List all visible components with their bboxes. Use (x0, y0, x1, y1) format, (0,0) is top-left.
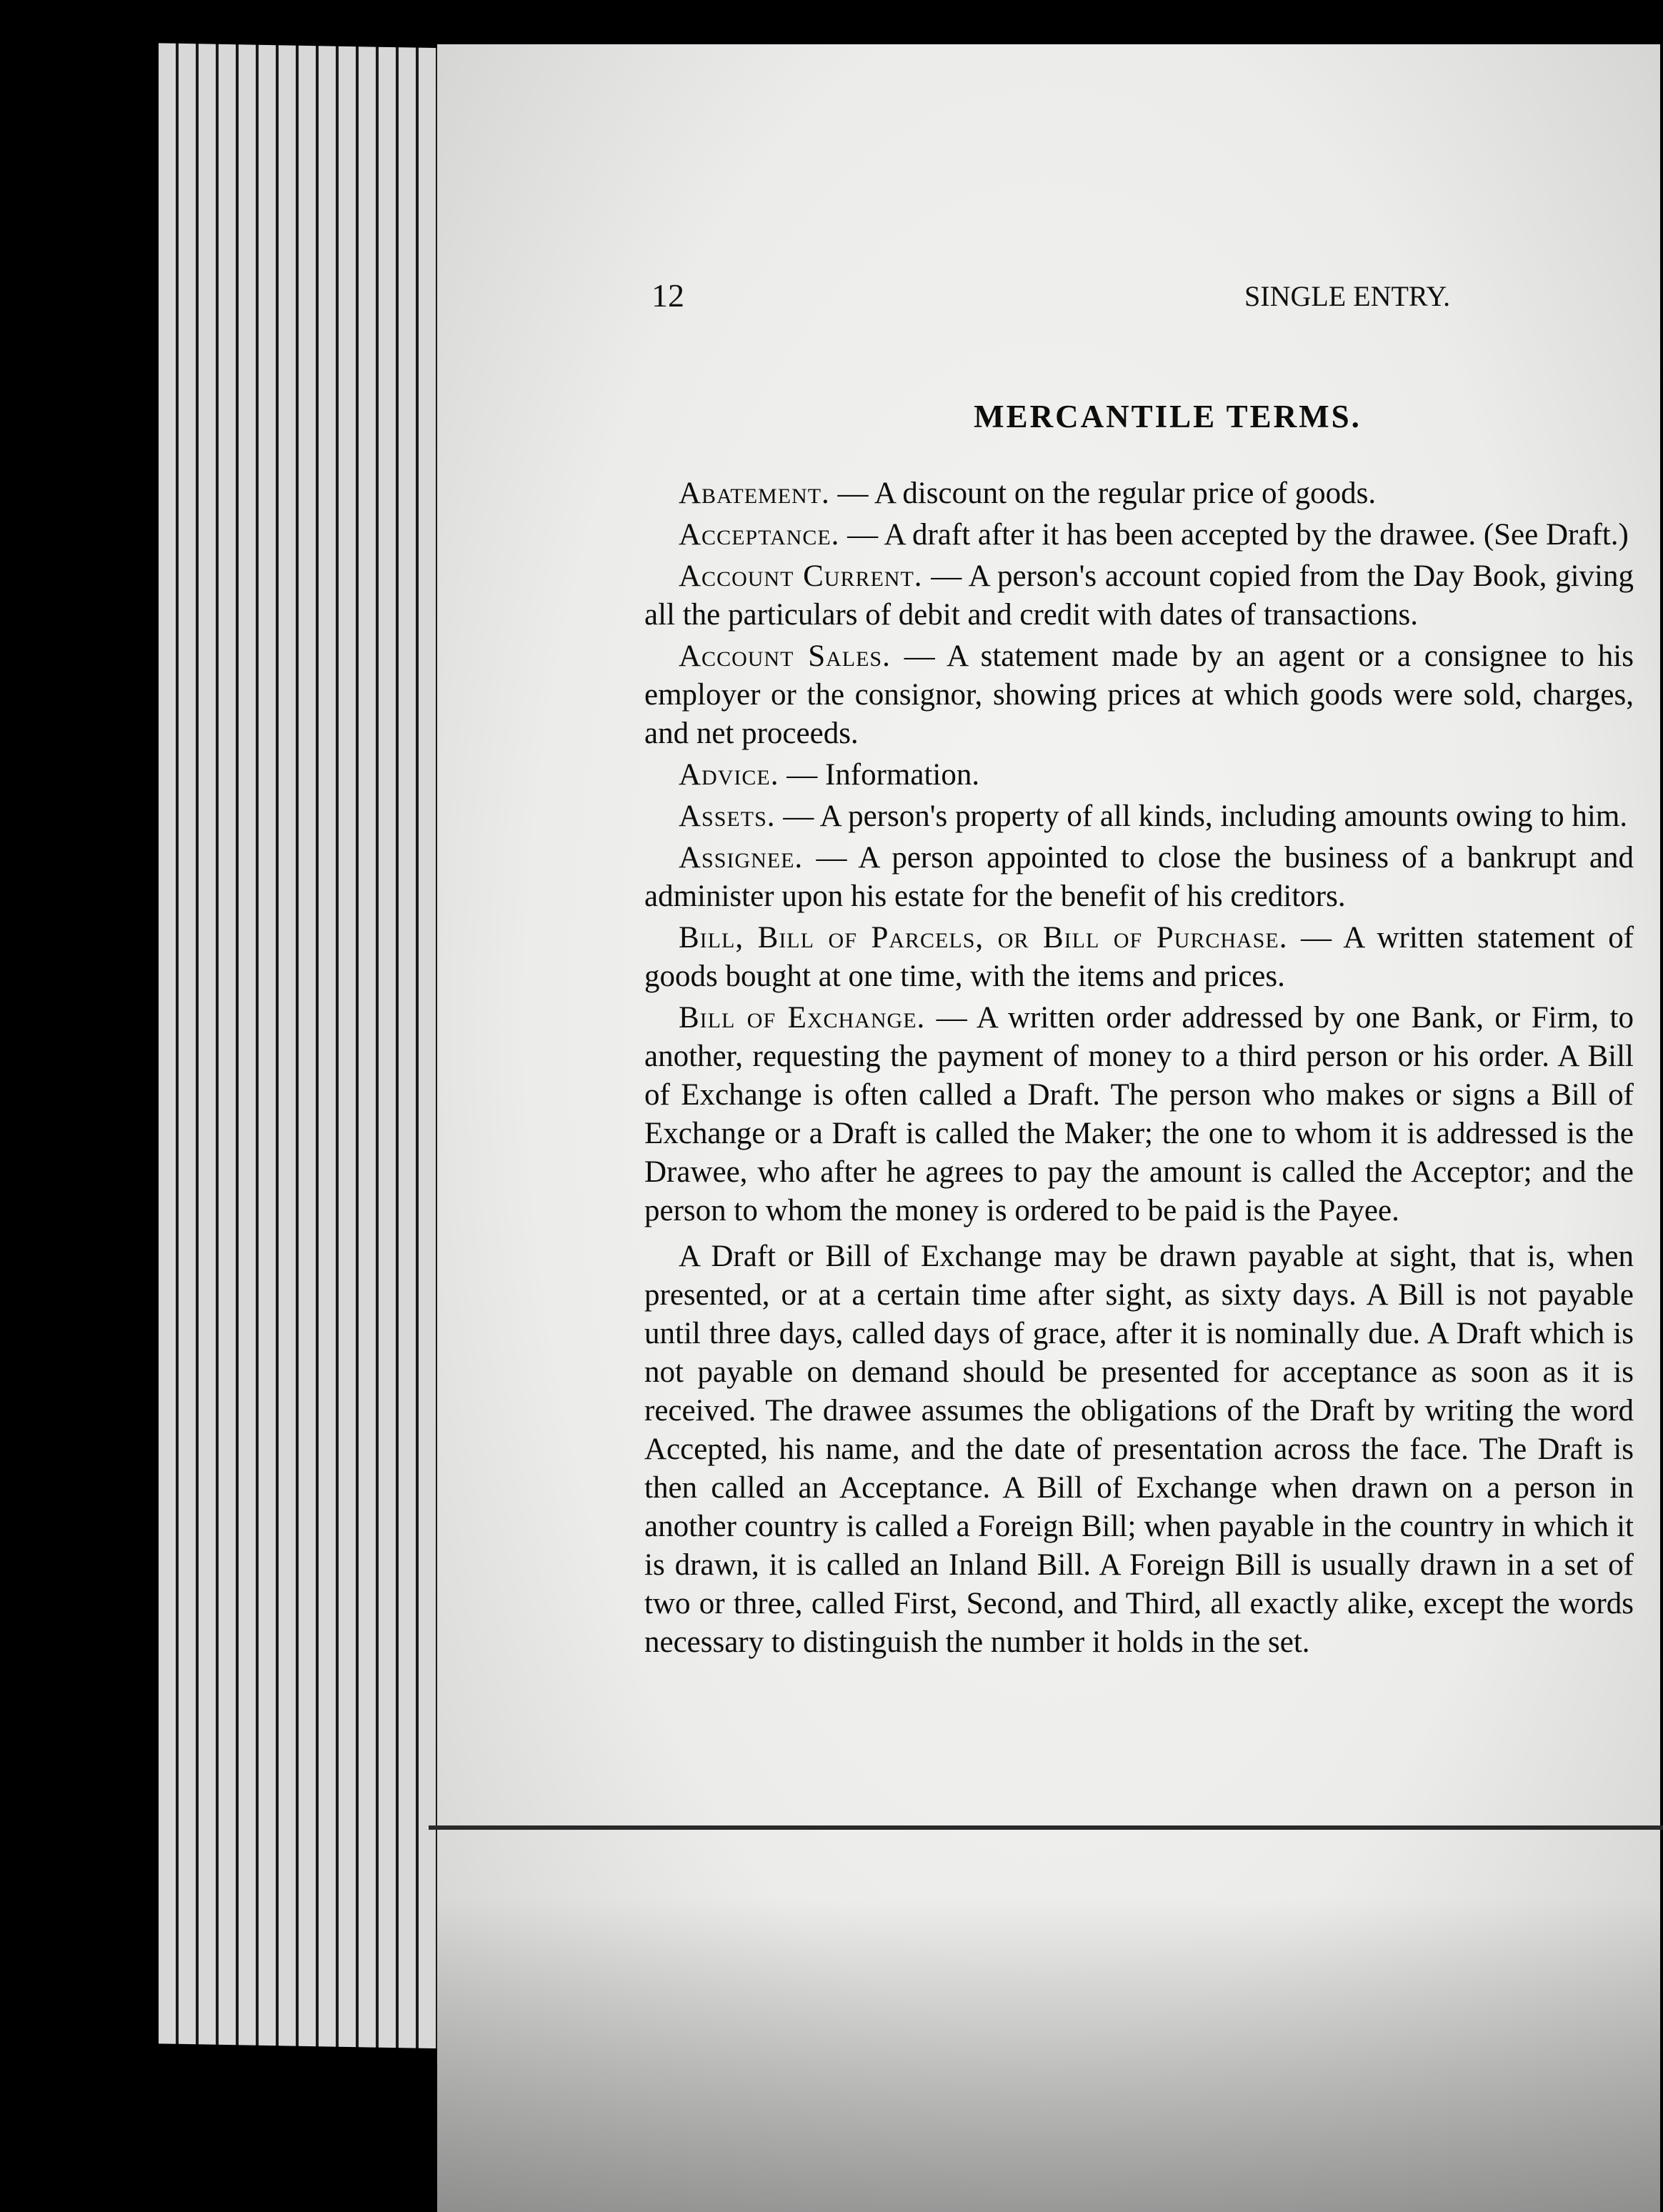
page-body (644, 398, 1634, 1662)
running-head (651, 276, 1660, 319)
glossary-term: Advice. (679, 758, 779, 792)
body-paragraph: A Draft or Bill of Exchange may be drawn payable at sight, that is, when presented, or at a certain time after sight, as sixty days. A Bill is not payable until three days, called days of grace, after it is nominally due. A Draft which is not payable on demand should be presented for acceptance as soon as it is received. The drawee assumes the obligations of the Draft by writing the word Accepted, his name, and the date of presentation across the face. The Draft is then called an Acceptance. A Bill of Exchange when drawn on a person in another country is called a Foreign Bill; when payable in the country in which it is drawn, it is called an Inland Bill. A Foreign Bill is usually drawn in a set of two or three, called First, Second, and Third, all exactly alike, except the words necessary to distinguish the number it holds in the set. (644, 1240, 1634, 1659)
page-number: 12 (651, 277, 684, 314)
glossary-definition: — A draft after it has been accepted by the drawee. (See Draft.) (847, 518, 1629, 552)
glossary-definition: — Information. (786, 758, 980, 792)
glossary-term: Bill of Exchange. (679, 1001, 926, 1035)
glossary-entry (644, 797, 1634, 836)
glossary-entry (644, 839, 1634, 916)
glossary-term: Account Sales. (679, 639, 891, 673)
glossary-entry (644, 474, 1634, 513)
glossary-term: Acceptance. (679, 518, 840, 552)
glossary-definition: — A written statement of goods bought at one time, with the items and prices. (644, 921, 1634, 993)
section-title: MERCANTILE TERMS. (974, 399, 1362, 434)
glossary-term: Assignee. (679, 841, 804, 875)
book-page-edges (159, 43, 459, 2048)
glossary-definition: — A person's account copied from the Day Book, giving all the particulars of debit and credit with dates of transactions. (644, 559, 1634, 632)
book-page (437, 44, 1660, 2212)
glossary-definition: — A statement made by an agent or a consignee to his employer or the consignor, showing prices at which goods were sold, charges, and net proceeds. (644, 639, 1634, 750)
glossary-definition: — A person's property of all kinds, including amounts owing to him. (783, 799, 1628, 833)
glossary-definition: — A discount on the regular price of goods. (837, 477, 1377, 510)
glossary-entry (644, 919, 1634, 996)
glossary-definition: — A written order addressed by one Bank, or Firm, to another, requesting the payment of money to a third person or his order. A Bill of Exchange is often called a Draft. The person who makes or signs a Bill of Exchange or a Draft is called the Maker; the one to whom it is addressed is the Drawee, who after he agrees to pay the amount is called the Acceptor; and the person to whom the money is ordered to be paid is the Payee. (644, 1001, 1634, 1227)
glossary-term: Assets. (679, 799, 776, 833)
glossary-entry (644, 756, 1634, 794)
glossary-term: Account Current. (679, 559, 923, 593)
glossary-entry (644, 637, 1634, 753)
glossary-entry (644, 999, 1634, 1230)
microfilm-frame-line (429, 1825, 1663, 1830)
glossary-term: Bill, Bill of Parcels, or Bill of Purchase. (679, 921, 1288, 955)
glossary-definition: — A person appointed to close the business of a bankrupt and administer upon his estate for the benefit of his creditors. (644, 841, 1634, 913)
glossary-entry (644, 516, 1634, 554)
running-title: SINGLE ENTRY. (1244, 280, 1451, 312)
glossary-term: Abatement. (679, 477, 830, 510)
glossary-entry (644, 557, 1634, 634)
